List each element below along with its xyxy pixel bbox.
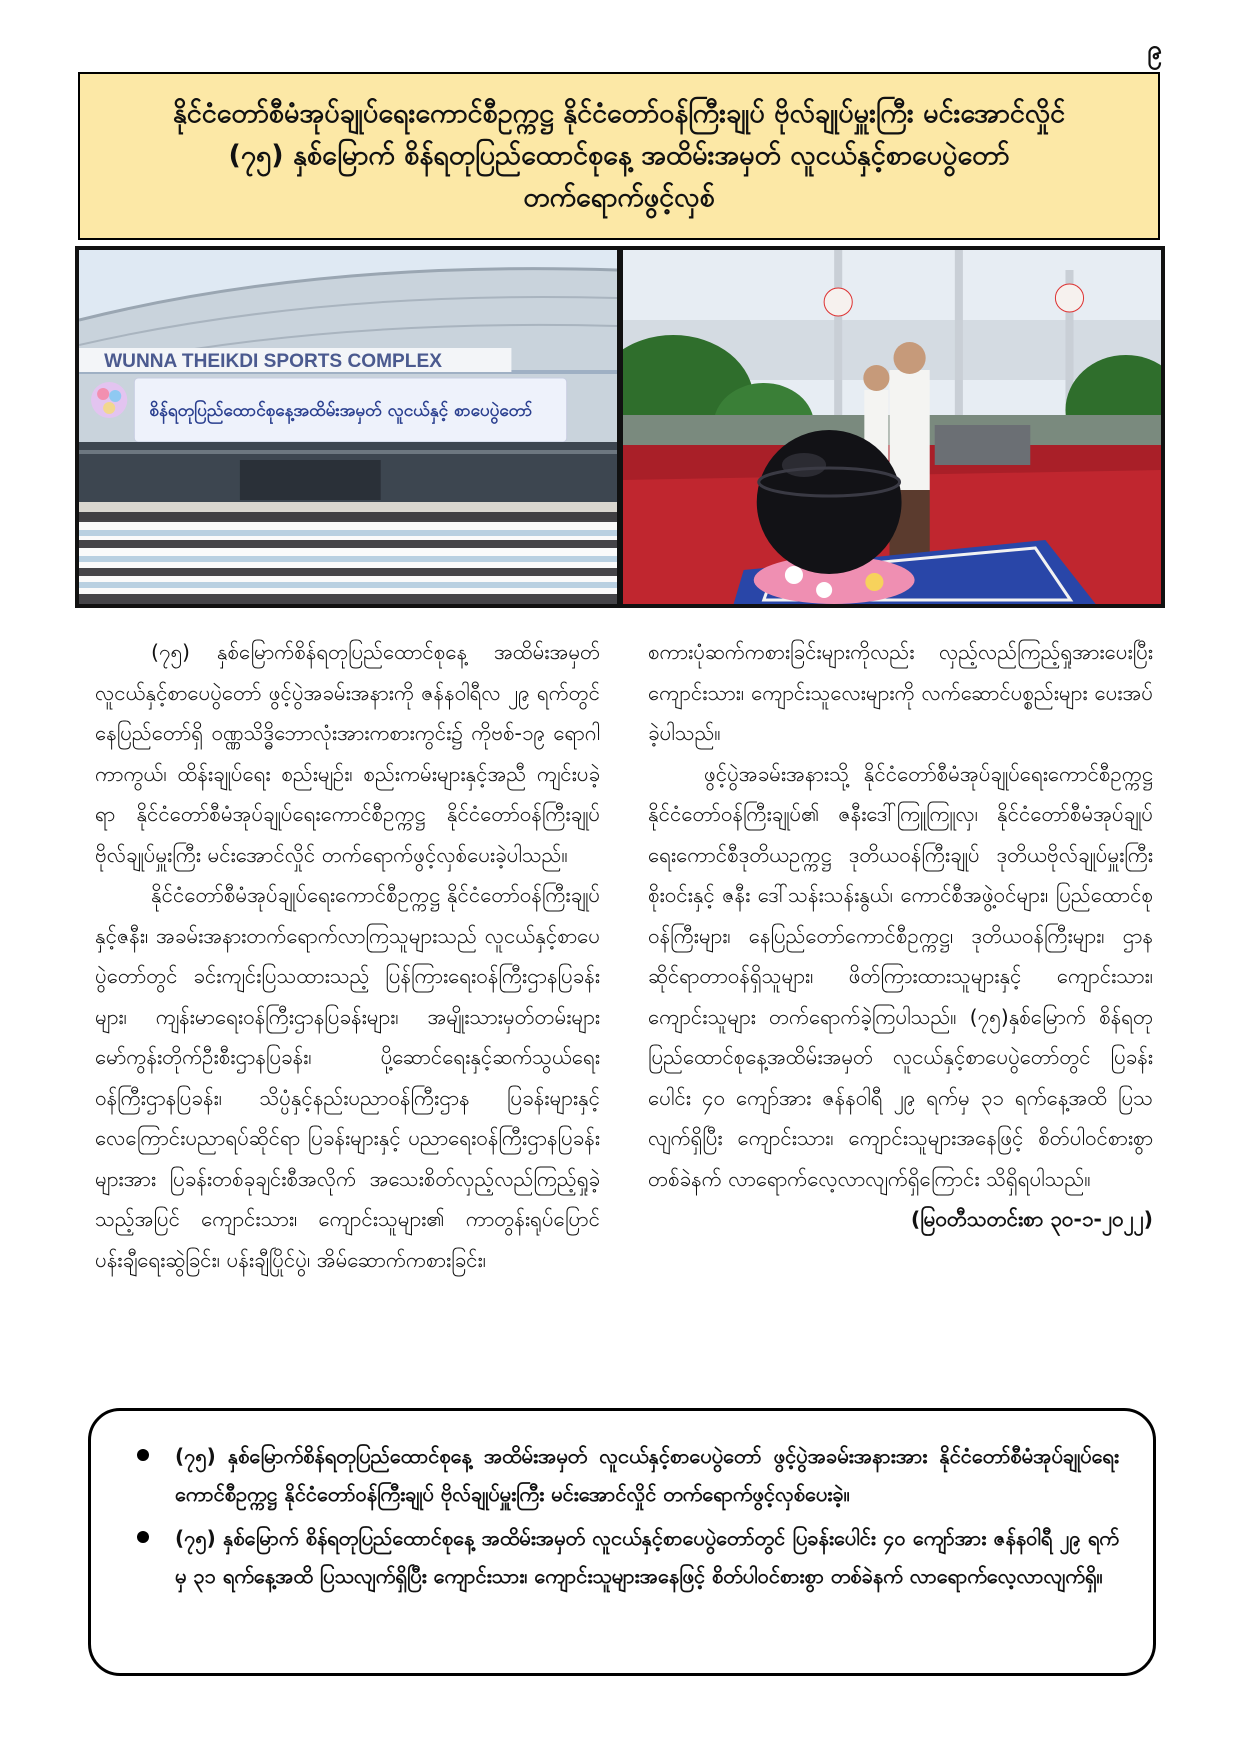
headline-line-1: နိုင်ငံတော်စီမံအုပ်ချုပ်ရေးကောင်စီဥက္ကဋ္ဌ နိုင်ငံတော်ဝန်ကြီးချုပ် ဗိုလ်ချုပ်မှူးကြီး မင်းအောင်လှိုင်	[172, 98, 1066, 130]
news-source: (မြဝတီသတင်းစာ ၃၀-၁-၂၀၂၂)	[910, 1207, 1153, 1231]
article-column-2	[648, 632, 1153, 1392]
summary-box	[88, 1408, 1156, 1676]
summary-list	[137, 1437, 1119, 1595]
banner-text: စိန်ရတုပြည်ထောင်စုနေ့အထိမ်းအမှတ် လူငယ်နှင့် စာပေပွဲတော်	[149, 401, 533, 421]
page-number: ၉	[1147, 35, 1162, 65]
opening-ceremony-photo	[623, 250, 1161, 604]
summary-item-text: (၇၅) နှစ်မြောက် စိန်ရတုပြည်ထောင်စုနေ့ အထိမ်းအမှတ် လူငယ်နှင့်စာပေပွဲတော်တွင် ပြခန်းပေါင်း ၄၀ ကျော်အား ဇန်နဝါရီ ၂၉ ရက်မှ ၃၁ ရက်နေ့အထိ ပြသလျက်ရှိပြီး ကျောင်းသား၊ ကျောင်းသူများအနေဖြင့် စိတ်ပါဝင်စားစွာ တစ်ခဲနက် လာရောက်လေ့လာလျက်ရှိ။	[175, 1526, 1119, 1588]
photo-strip	[75, 246, 1165, 608]
bullet-icon	[137, 1531, 149, 1543]
headline-line-3: တက်ရောက်ဖွင့်လှစ်	[523, 181, 715, 213]
article-paragraph: စကားပုံဆက်ကစားခြင်းများကိုလည်း လှည့်လည်ကြည့်ရှုအားပေးပြီး ကျောင်းသား၊ ကျောင်းသူလေးများကို လက်ဆောင်ပစ္စည်းများ ပေးအပ်ခဲ့ပါသည်။	[648, 640, 1153, 745]
article-paragraph: ဖွင့်ပွဲအခမ်းအနားသို့ နိုင်ငံတော်စီမံအုပ်ချုပ်ရေးကောင်စီဥက္ကဋ္ဌ နိုင်ငံတော်ဝန်ကြီးချုပ်၏ ဇနီးဒေါ်ကြူကြူလှ၊ နိုင်ငံတော်စီမံအုပ်ချုပ်ရေးကောင်စီဒုတိယဥက္ကဋ္ဌ ဒုတိယဝန်ကြီးချုပ် ဒုတိယဗိုလ်ချုပ်မှူးကြီး စိုးဝင်းနှင့် ဇနီး ဒေါ်သန်းသန်းနွယ်၊ ကောင်စီအဖွဲ့ဝင်များ၊ ပြည်ထောင်စုဝန်ကြီးများ၊ နေပြည်တော်ကောင်စီဥက္ကဋ္ဌ၊ ဒုတိယဝန်ကြီးများ၊ ဌာနဆိုင်ရာတာဝန်ရှိသူများ၊ ဖိတ်ကြားထားသူများနှင့် ကျောင်းသား၊ ကျောင်းသူများ တက်ရောက်ခဲ့ကြပါသည်။ (၇၅)နှစ်မြောက် စိန်ရတုပြည်ထောင်စုနေ့အထိမ်းအမှတ် လူငယ်နှင့်စာပေပွဲတော်တွင် ပြခန်းပေါင်း ၄၀ ကျော်အား ဇန်နဝါရီ ၂၉ ရက်မှ ၃၁ ရက်နေ့အထိ ပြသလျက်ရှိပြီး ကျောင်းသား၊ ကျောင်းသူများအနေဖြင့် စိတ်ပါဝင်စားစွာ တစ်ခဲနက် လာရောက်လေ့လာလျက်ရှိကြောင်း သိရှိရပါသည်။	[648, 761, 1153, 1191]
headline-box	[78, 72, 1160, 240]
article-column-1	[95, 632, 600, 1392]
headline-line-2: (၇၅) နှစ်မြောက် စိန်ရတုပြည်ထောင်စုနေ့ အထိမ်းအမှတ် လူငယ်နှင့်စာပေပွဲတော်	[228, 140, 1010, 172]
stadium-sign-text: WUNNA THEIKDI SPORTS COMPLEX	[104, 351, 442, 372]
bullet-icon	[137, 1449, 149, 1461]
article-body	[95, 632, 1153, 1392]
article-paragraph: (၇၅) နှစ်မြောက်စိန်ရတုပြည်ထောင်စုနေ့ အထိမ်းအမှတ် လူငယ်နှင့်စာပေပွဲတော် ဖွင့်ပွဲအခမ်းအနားကို ဇန်နဝါရီလ ၂၉ ရက်တွင် နေပြည်တော်ရှိ ဝဏ္ဏသိဒ္ဓိဘောလုံးအားကစားကွင်း၌ ကိုဗစ်-၁၉ ရောဂါကာကွယ်၊ ထိန်းချုပ်ရေး စည်းမျဉ်း၊ စည်းကမ်းများနှင့်အညီ ကျင်းပခဲ့ရာ နိုင်ငံတော်စီမံအုပ်ချုပ်ရေးကောင်စီဥက္ကဋ္ဌ နိုင်ငံတော်ဝန်ကြီးချုပ် ဗိုလ်ချုပ်မှူးကြီး မင်းအောင်လှိုင် တက်ရောက်ဖွင့်လှစ်ပေးခဲ့ပါသည်။	[95, 640, 600, 867]
summary-item	[137, 1519, 1119, 1595]
article-paragraph: နိုင်ငံတော်စီမံအုပ်ချုပ်ရေးကောင်စီဥက္ကဋ္ဌ နိုင်ငံတော်ဝန်ကြီးချုပ်နှင့်ဇနီး၊ အခမ်းအနားတက်ရောက်လာကြသူများသည် လူငယ်နှင့်စာပေပွဲတော်တွင် ခင်းကျင်းပြသထားသည့် ပြန်ကြားရေးဝန်ကြီးဌာနပြခန်းများ၊ ကျန်းမာရေးဝန်ကြီးဌာနပြခန်းများ၊ အမျိုးသားမှတ်တမ်းများမော်ကွန်းတိုက်ဦးစီးဌာနပြခန်း၊ ပို့ဆောင်ရေးနှင့်ဆက်သွယ်ရေးဝန်ကြီးဌာနပြခန်း၊ သိပ္ပံနှင့်နည်းပညာဝန်ကြီးဌာန ပြခန်းများနှင့် လေကြောင်းပညာရပ်ဆိုင်ရာ ပြခန်းများနှင့် ပညာရေးဝန်ကြီးဌာနပြခန်းများအား ပြခန်းတစ်ခုချင်းစီအလိုက် အသေးစိတ်လှည့်လည်ကြည့်ရှုခဲ့သည့်အပြင် ကျောင်းသား၊ ကျောင်းသူများ၏ ကာတွန်းရုပ်ပြောင်ပန်းချီရေးဆွဲခြင်း၊ ပန်းချီပြိုင်ပွဲ၊ အိမ်ဆောက်ကစားခြင်း၊	[95, 883, 600, 1272]
summary-item	[137, 1437, 1119, 1513]
stadium-photo	[79, 250, 617, 604]
summary-item-text: (၇၅) နှစ်မြောက်စိန်ရတုပြည်ထောင်စုနေ့ အထိမ်းအမှတ် လူငယ်နှင့်စာပေပွဲတော် ဖွင့်ပွဲအခမ်းအနားအား နိုင်ငံတော်စီမံအုပ်ချုပ်ရေးကောင်စီဥက္ကဋ္ဌ နိုင်ငံတော်ဝန်ကြီးချုပ် ဗိုလ်ချုပ်မှူးကြီး မင်းအောင်လှိုင် တက်ရောက်ဖွင့်လှစ်ပေးခဲ့။	[175, 1444, 1119, 1506]
